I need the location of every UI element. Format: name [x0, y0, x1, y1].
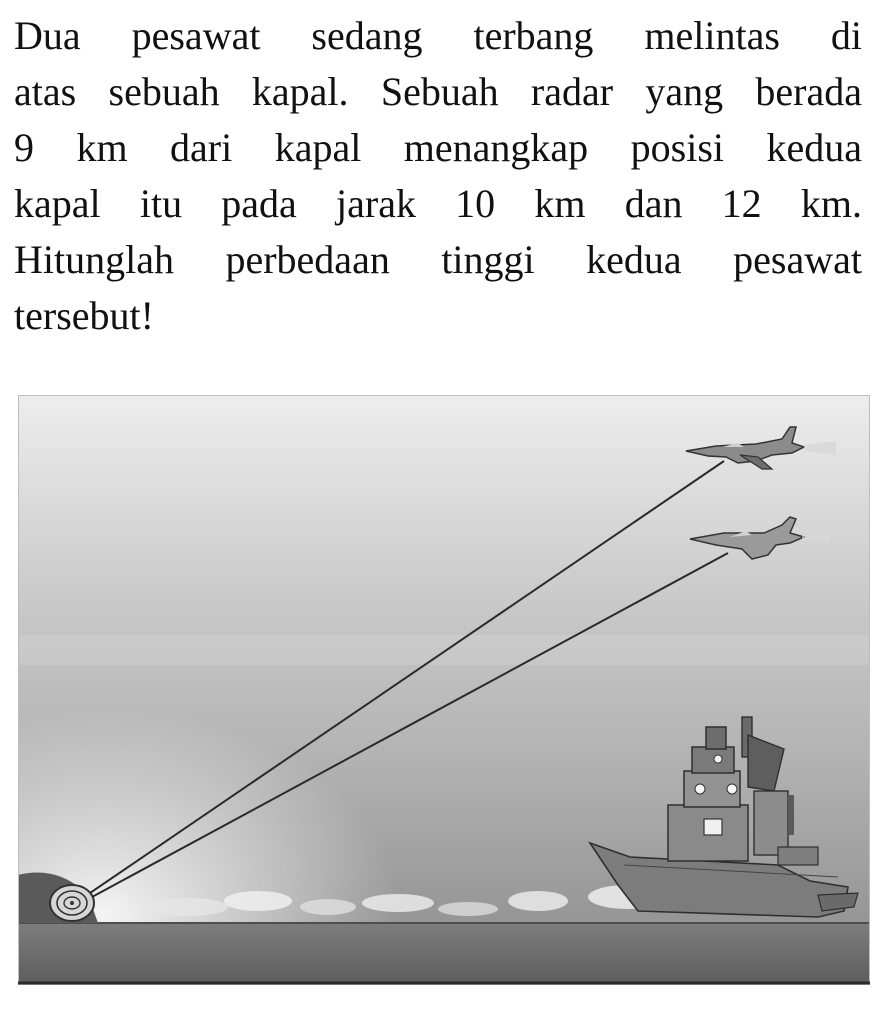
- problem-line-2: atas sebuah kapal. Sebuah radar yang berada: [14, 69, 862, 114]
- radar-dish-icon: [50, 885, 94, 921]
- problem-line-6: tersebut!: [14, 293, 154, 338]
- problem-line-5: Hitunglah perbedaan tinggi kedua pesawat: [14, 237, 862, 282]
- sea: [18, 923, 870, 985]
- problem-line-4: kapal itu pada jarak 10 km dan 12 km.: [14, 181, 862, 226]
- radar-illustration: [18, 395, 870, 985]
- illustration-svg: [18, 395, 870, 985]
- problem-statement: [14, 8, 862, 344]
- problem-line-1: Dua pesawat sedang terbang melintas di: [14, 13, 862, 58]
- problem-line-3: 9 km dari kapal menangkap posisi kedua: [14, 125, 862, 170]
